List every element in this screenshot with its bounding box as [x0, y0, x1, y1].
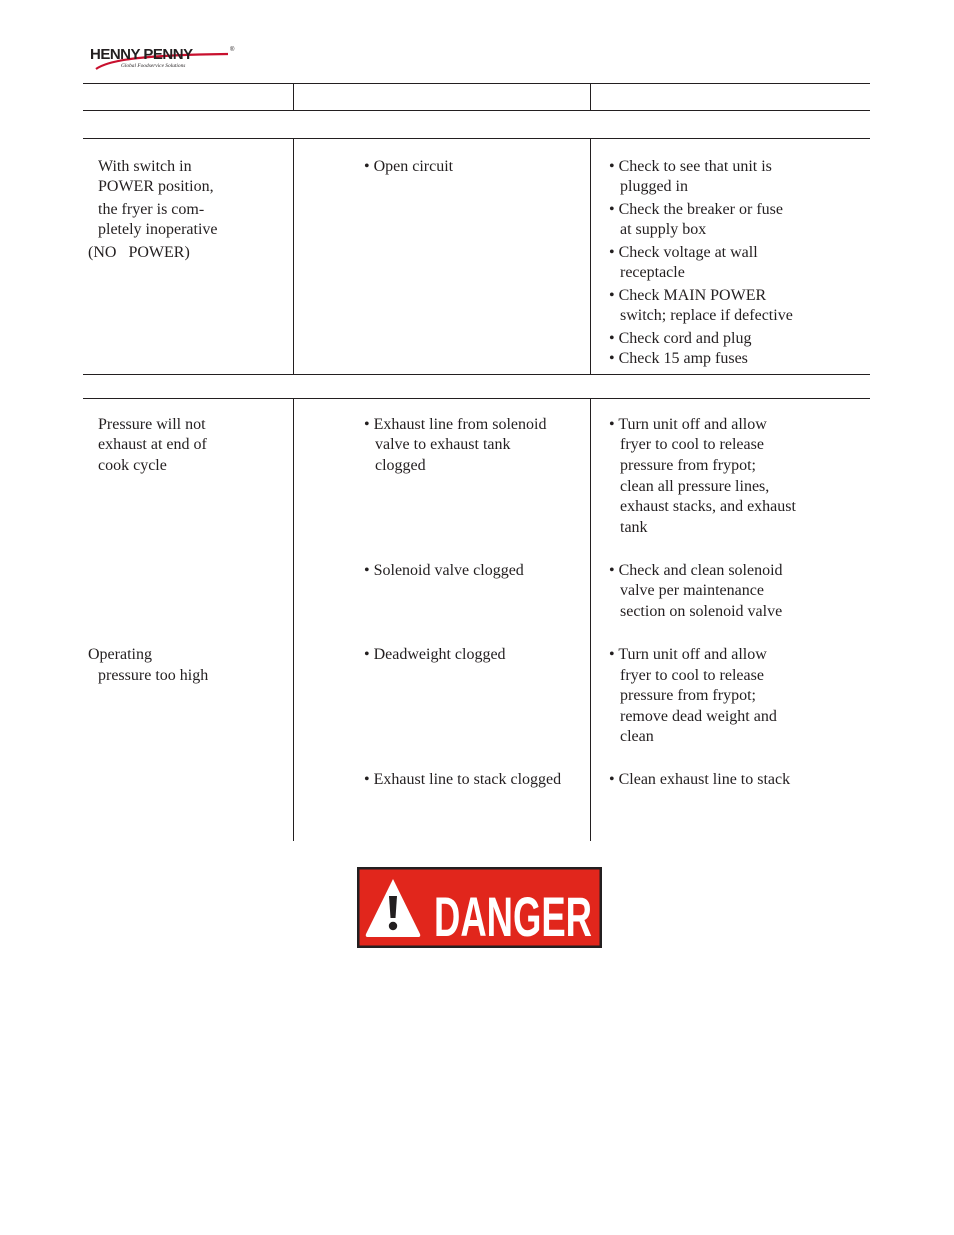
correction-text: • Check to see that unit is — [609, 158, 772, 175]
header-divider-left — [293, 83, 294, 110]
henny-penny-logo — [88, 42, 248, 74]
cause-text: • Exhaust line from solenoid — [364, 416, 547, 433]
cause-text: • Solenoid valve clogged — [364, 562, 524, 579]
cause-text: valve to exhaust tank — [375, 436, 511, 453]
logo-graphic — [88, 42, 248, 74]
correction-text: receptacle — [620, 264, 685, 281]
correction-text: • Check the breaker or fuse — [609, 201, 783, 218]
danger-sign — [356, 866, 603, 949]
logo-registered-mark: ® — [230, 47, 235, 53]
problem-text: the fryer is com- — [98, 201, 205, 218]
correction-text: • Check voltage at wall — [609, 244, 758, 261]
correction-text: pressure from frypot; — [620, 687, 756, 704]
correction-text: remove dead weight and — [620, 708, 777, 725]
problem-text: With switch in — [98, 158, 192, 175]
section-1-top-rule — [83, 138, 870, 139]
header-divider-right — [590, 83, 591, 110]
correction-text: • Check and clean solenoid — [609, 562, 783, 579]
correction-text: • Check cord and plug — [609, 330, 752, 347]
section-2-divider-right — [590, 398, 591, 841]
correction-text: fryer to cool to release — [620, 667, 764, 684]
danger-label: DANGER — [434, 885, 592, 948]
section-2-top-rule — [83, 398, 870, 399]
correction-text: switch; replace if defective — [620, 307, 793, 324]
problem-text: Operating — [88, 646, 152, 663]
section-2-divider-left — [293, 398, 294, 841]
correction-text: plugged in — [620, 178, 688, 195]
correction-text: • Check 15 amp fuses — [609, 350, 748, 367]
section-1-bottom-rule — [83, 374, 870, 375]
correction-text: section on solenoid valve — [620, 603, 783, 620]
problem-text: cook cycle — [98, 457, 167, 474]
section-1-divider-right — [590, 138, 591, 374]
correction-text: pressure from frypot; — [620, 457, 756, 474]
logo-brand-text: HENNY PENNY — [90, 46, 193, 63]
table-header-rule — [83, 110, 870, 111]
correction-text: valve per maintenance — [620, 582, 764, 599]
section-1-divider-left — [293, 138, 294, 374]
correction-text: • Clean exhaust line to stack — [609, 771, 791, 788]
correction-text: exhaust stacks, and exhaust — [620, 498, 796, 515]
correction-text: fryer to cool to release — [620, 436, 764, 453]
logo-tagline: Global Foodservice Solutions — [121, 63, 186, 69]
problem-text: exhaust at end of — [98, 436, 207, 453]
problem-text: pletely inoperative — [98, 221, 218, 238]
correction-text: at supply box — [620, 221, 707, 238]
table-top-rule — [83, 83, 870, 84]
problem-text: Pressure will not — [98, 416, 206, 433]
correction-text: tank — [620, 519, 648, 536]
correction-text: clean all pressure lines, — [620, 478, 770, 495]
problem-text: (NO POWER) — [88, 244, 190, 261]
problem-text: POWER position, — [98, 178, 214, 195]
cause-text: • Open circuit — [364, 158, 454, 175]
correction-text: • Turn unit off and allow — [609, 646, 767, 663]
correction-text: clean — [620, 728, 654, 745]
danger-sign-graphic — [356, 866, 603, 949]
cause-text: clogged — [375, 457, 426, 474]
cause-text: • Deadweight clogged — [364, 646, 506, 663]
cause-text: • Exhaust line to stack clogged — [364, 771, 562, 788]
correction-text: • Turn unit off and allow — [609, 416, 767, 433]
correction-text: • Check MAIN POWER — [609, 287, 767, 304]
problem-text: pressure too high — [98, 667, 209, 684]
